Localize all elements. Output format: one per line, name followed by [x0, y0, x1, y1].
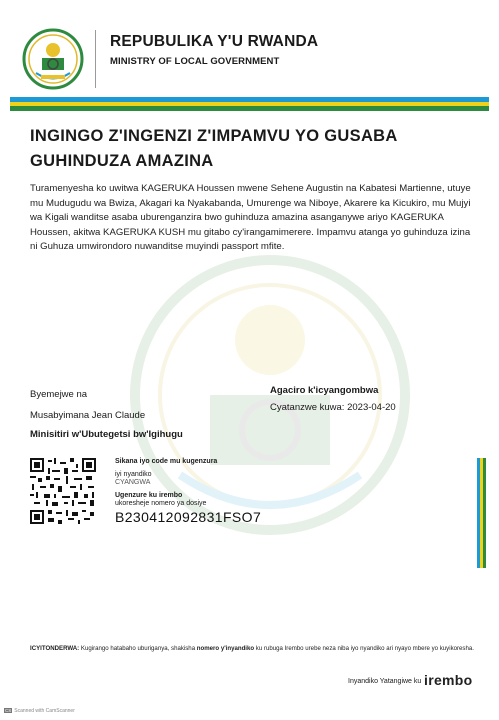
approved-by-label: Byemejwe na	[30, 389, 88, 400]
flag-stripe-green	[10, 106, 489, 111]
validity-block	[270, 385, 396, 413]
or-label: CYANGWA	[115, 479, 151, 486]
document-title-line1: INGINGO Z'INGENZI Z'IMPAMVU YO GUSABA	[30, 127, 398, 145]
document-body: Turamenyesha ko uwitwa KAGERUKA Houssen mwene Sehene Augustin na Kabatesi Martienne, utuye mu Mudugudu wa Bwiza, Akagari ka Nyakabanda, Umurenge wa Niboye, Akarere ka Kicukiro, mu Mujyi wa Kigali wanditse asaba uburenganzira bwo guhinduza amazina asanganywe ariyo KAGERUKA Houssen, akitwa KAGERUKA KUSH mu gitabo cy'irangamimerere. Impamvu atanga yo guhinduza izina ni Guhuza umwirondoro nuwanditse muyindi passport mfite.	[30, 183, 471, 253]
camscanner-badge: CS	[5, 708, 12, 713]
scan-instruction: Sikana iyo code mu kugenzura	[115, 458, 218, 465]
signatory-role: Minisitiri w'Ubutegetsi bw'Igihugu	[30, 429, 183, 440]
header-divider	[95, 30, 96, 88]
verify-sub-label: ukoresheje nomero ya dosiye	[115, 500, 207, 507]
approval-block	[30, 389, 183, 440]
ministry-name: MINISTRY OF LOCAL GOVERNMENT	[110, 56, 280, 67]
note-label: ICYITONDERWA:	[30, 645, 80, 652]
republic-title: REPUBULIKA Y'U RWANDA	[110, 33, 319, 50]
irembo-logo[interactable]: irembo	[424, 672, 473, 688]
verification-info	[115, 458, 261, 525]
note-bold: nomero y'inyandiko	[196, 645, 255, 652]
qr-code[interactable]	[30, 458, 96, 524]
validity-label: Agaciro k'icyangombwa	[270, 385, 379, 396]
document-title-line2: GUHINDUZA AMAZINA	[30, 152, 214, 170]
issued-date: Cyatanzwe kuwa: 2023-04-20	[270, 402, 396, 413]
scan-instruction-2: iyi nyandiko	[115, 471, 152, 478]
issued-by-label: Inyandiko Yatangiwe ku	[348, 678, 422, 685]
document-title	[30, 124, 480, 174]
note-text-a: Kugirango hatabaho uburiganya, shakisha	[79, 645, 197, 652]
rwanda-seal-logo	[22, 28, 84, 90]
verify-on-irembo-label: Ugenzure ku irembo	[115, 492, 183, 499]
note-text-b: ku rubuga Irembo urebe neza niba iyo nyandiko ari nyayo mbere yo kuyikoresha.	[254, 645, 474, 652]
footer-note	[30, 644, 480, 655]
scanner-text: Scanned with CamScanner	[14, 708, 75, 714]
signatory-name: Musabyimana Jean Claude	[30, 410, 146, 421]
scanner-watermark	[4, 708, 75, 714]
vertical-flag-stripe	[477, 458, 486, 568]
file-number[interactable]: B230412092831FSO7	[115, 509, 262, 525]
